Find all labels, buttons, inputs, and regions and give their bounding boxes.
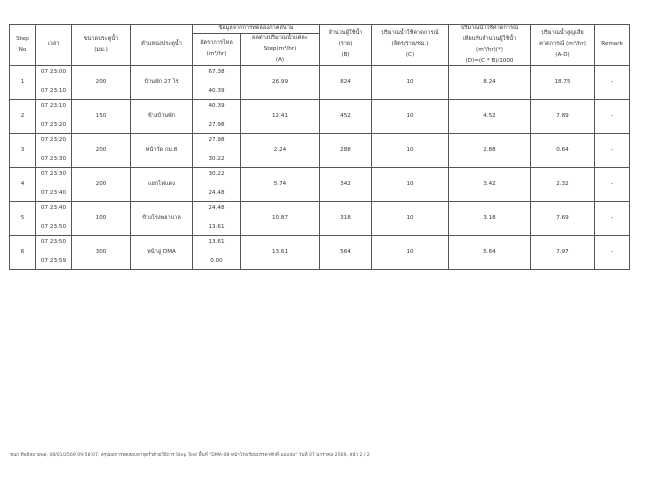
cell-remark: - — [595, 65, 630, 99]
cell-diff: 12.41 — [241, 99, 320, 133]
cell-flow — [193, 201, 241, 235]
cell-step: 4 — [10, 167, 36, 201]
cell-time-end: 07 23:30 — [40, 156, 67, 163]
header-row-1 — [10, 25, 630, 34]
table-row — [10, 99, 630, 133]
header-step-line2: No — [18, 46, 27, 53]
header-consumption-line3: (C) — [405, 52, 415, 59]
cell-flow-start: 27.98 — [208, 137, 225, 144]
cell-location: หน้าอู่ DMA — [131, 235, 193, 269]
cell-time-start: 07 23:40 — [40, 205, 67, 212]
header-loss-line1: ปริมาณน้ำสูญเสีย — [541, 30, 584, 37]
cell-consumption: 10 — [372, 99, 449, 133]
header-expected-use — [449, 25, 531, 66]
header-users-line1: จำนวนผู้ใช้น้ำ — [328, 30, 363, 37]
cell-expected-use: 2.88 — [449, 133, 531, 167]
cell-location: แยกไฟแดง — [131, 167, 193, 201]
cell-expected-use: 4.52 — [449, 99, 531, 133]
cell-time — [36, 65, 72, 99]
cell-flow-start: 30.22 — [208, 171, 225, 178]
cell-diff: 13.61 — [241, 235, 320, 269]
cell-consumption: 10 — [372, 133, 449, 167]
cell-consumption: 10 — [372, 167, 449, 201]
header-consumption — [372, 25, 449, 66]
cell-loss: 2.32 — [531, 167, 595, 201]
cell-loss: 7.97 — [531, 235, 595, 269]
header-flow-rate — [193, 33, 241, 65]
cell-remark: - — [595, 235, 630, 269]
cell-flow — [193, 167, 241, 201]
header-pipe-size-line1: ขนาดประตูน้ำ — [83, 35, 119, 42]
cell-time — [36, 201, 72, 235]
cell-users: 288 — [320, 133, 372, 167]
cell-step: 6 — [10, 235, 36, 269]
cell-expected-use: 5.64 — [449, 235, 531, 269]
cell-diff: 26.99 — [241, 65, 320, 99]
cell-users: 452 — [320, 99, 372, 133]
cell-loss: 7.89 — [531, 99, 595, 133]
page-footer: ชนก ทิพย์หมายพล, 08/01/2569 09:58:07, สรุปผลการทดสอบหาจุดรั่วด้วยวิธีการ Step Test พื้นที่ "DMA-08-หน้าโรงเรียนบรรดาศักดิ์-แม่แจ่ม" วันที่ 07 มกราคม 2569, หน้า 2 / 2 — [10, 453, 370, 458]
cell-time-start: 07 23:00 — [40, 69, 67, 76]
cell-time-end: 07 23:59 — [40, 258, 67, 265]
header-loss-line3: (A-D) — [555, 52, 570, 59]
header-expected-use-line3: (m³/hr)(*) — [476, 46, 503, 53]
cell-time-end: 07 23:50 — [40, 224, 67, 231]
cell-loss: 0.64 — [531, 133, 595, 167]
cell-remark: - — [595, 201, 630, 235]
header-pipe-size — [72, 25, 131, 66]
table-row — [10, 133, 630, 167]
cell-time-end: 07 23:10 — [40, 88, 67, 95]
cell-consumption: 10 — [372, 235, 449, 269]
cell-step: 5 — [10, 201, 36, 235]
header-flow-rate-line2: (m³/hr) — [206, 51, 227, 58]
cell-time — [36, 167, 72, 201]
header-flow-rate-line1: อัตราการไหล — [200, 40, 233, 47]
header-step — [10, 25, 36, 66]
cell-flow-start: 40.39 — [208, 103, 225, 110]
cell-flow — [193, 133, 241, 167]
header-expected-use-line2: เทียบกับจำนวนผู้ใช้น้ำ — [462, 35, 517, 42]
cell-size: 100 — [72, 201, 131, 235]
header-time: เวลา — [36, 25, 72, 66]
cell-time — [36, 235, 72, 269]
cell-time — [36, 99, 72, 133]
header-loss — [531, 25, 595, 66]
cell-remark: - — [595, 133, 630, 167]
header-valve-location: ตำแหน่งประตูน้ำ — [131, 25, 193, 66]
header-users-line2: (ราย) — [338, 41, 353, 48]
cell-flow — [193, 65, 241, 99]
cell-size: 200 — [72, 65, 131, 99]
cell-flow-start: 67.38 — [208, 69, 225, 76]
cell-users: 564 — [320, 235, 372, 269]
cell-expected-use: 8.24 — [449, 65, 531, 99]
cell-flow-start: 13.61 — [208, 239, 225, 246]
header-step-flow — [241, 33, 320, 65]
table-row — [10, 201, 630, 235]
header-pipe-size-line2: (มม.) — [94, 46, 108, 53]
cell-size: 200 — [72, 167, 131, 201]
header-step-flow-line3: (A) — [275, 56, 285, 63]
cell-location: บ้านพัก 27 ไร่ — [131, 65, 193, 99]
cell-consumption: 10 — [372, 65, 449, 99]
cell-diff: 10.87 — [241, 201, 320, 235]
header-step-flow-line1: ผลต่างปริมาณน้ำแต่ละ — [252, 34, 308, 41]
header-step-line1: Step — [16, 35, 29, 42]
header-consumption-line2: (ลิตร/ราย/ชม.) — [391, 41, 429, 48]
cell-loss: 18.75 — [531, 65, 595, 99]
cell-size: 150 — [72, 99, 131, 133]
cell-location: หน้าวัด กม.8 — [131, 133, 193, 167]
header-users-line3: (B) — [341, 52, 350, 59]
header-expected-use-line4: (D)=(C * B)/1000 — [465, 57, 514, 64]
cell-flow-end: 30.22 — [208, 156, 225, 163]
cell-diff: 5.74 — [241, 167, 320, 201]
cell-time-start: 07 23:20 — [40, 137, 67, 144]
cell-flow — [193, 99, 241, 133]
cell-time-start: 07 23:10 — [40, 103, 67, 110]
cell-users: 824 — [320, 65, 372, 99]
cell-flow-end: 40.39 — [208, 88, 225, 95]
cell-flow-end: 13.61 — [208, 224, 225, 231]
cell-loss: 7.69 — [531, 201, 595, 235]
cell-step: 2 — [10, 99, 36, 133]
cell-location: ข้างบ้านพัก — [131, 99, 193, 133]
cell-flow-end: 27.98 — [208, 122, 225, 129]
cell-consumption: 10 — [372, 201, 449, 235]
header-field-group: ข้อมูลจากการทดลองภาคสนาม — [193, 25, 320, 34]
cell-users: 342 — [320, 167, 372, 201]
table-row — [10, 167, 630, 201]
cell-size: 200 — [72, 133, 131, 167]
cell-step: 3 — [10, 133, 36, 167]
header-consumption-line1: ปริมาณน้ำใช้คาดการณ์ — [381, 30, 439, 37]
cell-expected-use: 3.18 — [449, 201, 531, 235]
cell-diff: 2.24 — [241, 133, 320, 167]
cell-users: 318 — [320, 201, 372, 235]
cell-time-start: 07 23:50 — [40, 239, 67, 246]
cell-time-end: 07 23:20 — [40, 122, 67, 129]
cell-time-end: 07 23:40 — [40, 190, 67, 197]
cell-step: 1 — [10, 65, 36, 99]
step-test-table — [9, 24, 630, 270]
cell-flow-start: 24.48 — [208, 205, 225, 212]
cell-flow-end: 24.48 — [208, 190, 225, 197]
cell-remark: - — [595, 167, 630, 201]
header-expected-use-line1: ปริมาณน้ำใช้คาดการณ์ — [460, 25, 519, 31]
cell-time-start: 07 23:30 — [40, 171, 67, 178]
header-users — [320, 25, 372, 66]
cell-remark: - — [595, 99, 630, 133]
cell-expected-use: 3.42 — [449, 167, 531, 201]
header-remark: Remark — [595, 25, 630, 66]
header-loss-line2: คาดการณ์ (m³/hr) — [539, 41, 586, 48]
table-row — [10, 65, 630, 99]
cell-location: ข้างโรงพยาบาล — [131, 201, 193, 235]
header-step-flow-line2: Step(m³/hr) — [263, 45, 297, 52]
cell-flow — [193, 235, 241, 269]
cell-flow-end: 0.00 — [210, 258, 223, 265]
cell-time — [36, 133, 72, 167]
cell-size: 300 — [72, 235, 131, 269]
table-row — [10, 235, 630, 269]
